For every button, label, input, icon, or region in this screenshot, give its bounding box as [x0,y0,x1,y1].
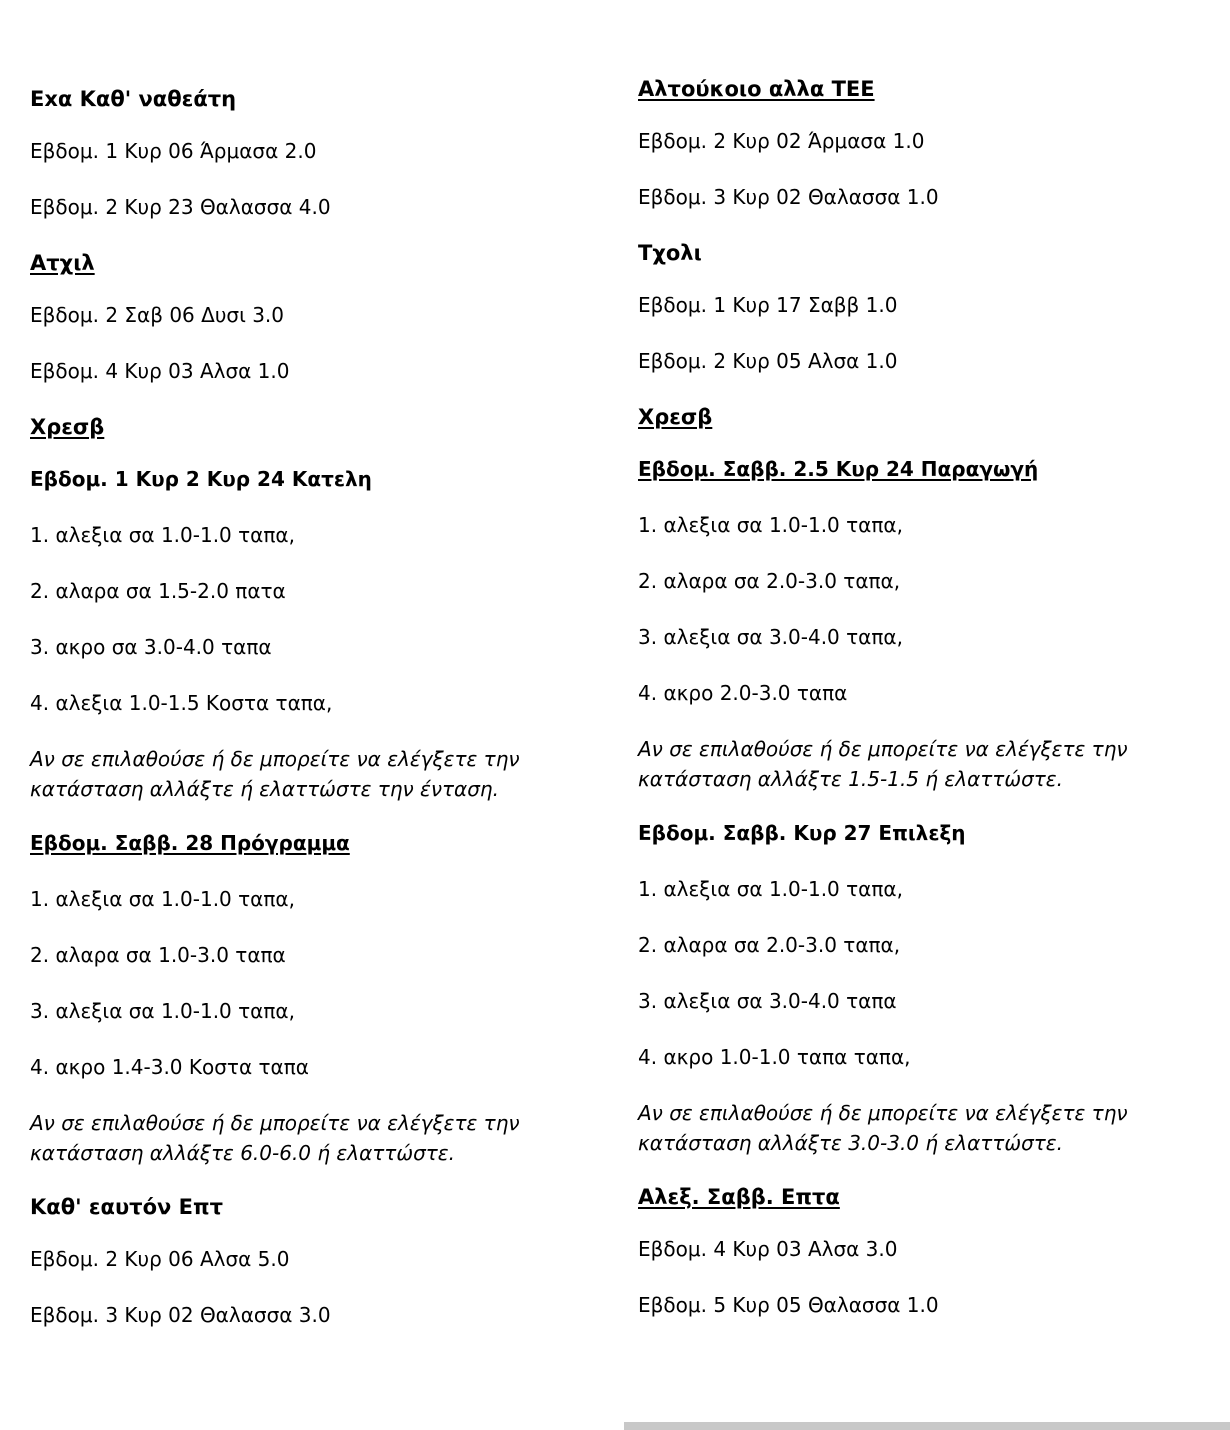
section-heading: Καθ' εαυτόν Επτ [30,1195,223,1219]
list-item: 2. αλαρα σα 2.0-3.0 ταπα, [638,933,901,957]
list-item: 4. ακρο 1.0-1.0 ταπα ταπα, [638,1045,911,1069]
list-item: 2. αλαρα σα 2.0-3.0 ταπα, [638,569,901,593]
section-heading: Τχολι [638,241,702,265]
list-item: 1. αλεξια σα 1.0-1.0 ταπα, [638,513,903,537]
schedule-line: Εβδομ. 5 Κυρ 05 Θαλασσα 1.0 [638,1293,939,1317]
list-item: 4. αλεξια 1.0-1.5 Κοστα ταπα, [30,691,333,715]
section-heading: Χρεσβ [638,405,713,429]
schedule-line: Εβδομ. 2 Κυρ 06 Αλσα 5.0 [30,1247,290,1271]
section-note: Αν σε επιλαθούσε ή δε μπορείτε να ελέγξετε την κατάσταση αλλάξτε 6.0-6.0 ή ελαττώστε. [30,1111,520,1165]
section-note: Αν σε επιλαθούσε ή δε μπορείτε να ελέγξετε την κατάσταση αλλάξτε ή ελαττώστε την ένταση. [30,747,520,801]
section-note: Αν σε επιλαθούσε ή δε μπορείτε να ελέγξετε την κατάσταση αλλάξτε 3.0-3.0 ή ελαττώστε. [638,1101,1128,1155]
schedule-line: Εβδομ. 3 Κυρ 02 Θαλασσα 1.0 [638,185,939,209]
schedule-line: Εβδομ. 1 Κυρ 17 Σαββ 1.0 [638,293,898,317]
schedule-line: Εβδομ. 2 Κυρ 02 Άρμασα 1.0 [638,129,925,153]
schedule-line: Εβδομ. 1 Κυρ 06 Άρμασα 2.0 [30,139,317,163]
section-subheading: Εβδομ. 1 Κυρ 2 Κυρ 24 Κατελη [30,467,372,491]
right-column [638,0,1198,1346]
section-heading: Εβδομ. Σαββ. 28 Πρόγραμμα [30,831,350,855]
section-heading: Εβδομ. Σαββ. Κυρ 27 Επιλεξη [638,821,966,845]
schedule-line: Εβδομ. 2 Σαβ 06 Δυσι 3.0 [30,303,285,327]
section-note: Αν σε επιλαθούσε ή δε μπορείτε να ελέγξετε την κατάσταση αλλάξτε 1.5-1.5 ή ελαττώστε. [638,737,1128,791]
section-heading: Ατχιλ [30,251,95,275]
list-item: 1. αλεξια σα 1.0-1.0 ταπα, [638,877,903,901]
section-heading: Εxα Καθ' ναθεάτη [30,87,237,111]
list-item: 1. αλεξια σα 1.0-1.0 ταπα, [30,523,295,547]
list-item: 3. ακρο σα 3.0-4.0 ταπα [30,635,272,659]
section-heading: Χρεσβ [30,415,105,439]
schedule-line: Εβδομ. 4 Κυρ 03 Αλσα 1.0 [30,359,290,383]
section-subheading: Εβδομ. Σαββ. 2.5 Κυρ 24 Παραγωγή [638,457,1039,481]
left-column [30,0,600,1356]
list-item: 4. ακρο 2.0-3.0 ταπα [638,681,848,705]
list-item: 4. ακρο 1.4-3.0 Κοστα ταπα [30,1055,309,1079]
horizontal-scrollbar[interactable] [624,1422,1230,1430]
list-item: 2. αλαρα σα 1.0-3.0 ταπα [30,943,286,967]
schedule-line: Εβδομ. 4 Κυρ 03 Αλσα 3.0 [638,1237,898,1261]
schedule-line: Εβδομ. 3 Κυρ 02 Θαλασσα 3.0 [30,1303,331,1327]
list-item: 3. αλεξια σα 3.0-4.0 ταπα [638,989,897,1013]
list-item: 2. αλαρα σα 1.5-2.0 πατα [30,579,286,603]
list-item: 1. αλεξια σα 1.0-1.0 ταπα, [30,887,295,911]
list-item: 3. αλεξια σα 3.0-4.0 ταπα, [638,625,903,649]
schedule-line: Εβδομ. 2 Κυρ 05 Αλσα 1.0 [638,349,898,373]
list-item: 3. αλεξια σα 1.0-1.0 ταπα, [30,999,295,1023]
section-heading: Αλεξ. Σαββ. Επτα [638,1185,840,1209]
schedule-line: Εβδομ. 2 Κυρ 23 Θαλασσα 4.0 [30,195,331,219]
section-heading: Αλτούκοιο αλλα ΤΕΕ [638,77,875,101]
